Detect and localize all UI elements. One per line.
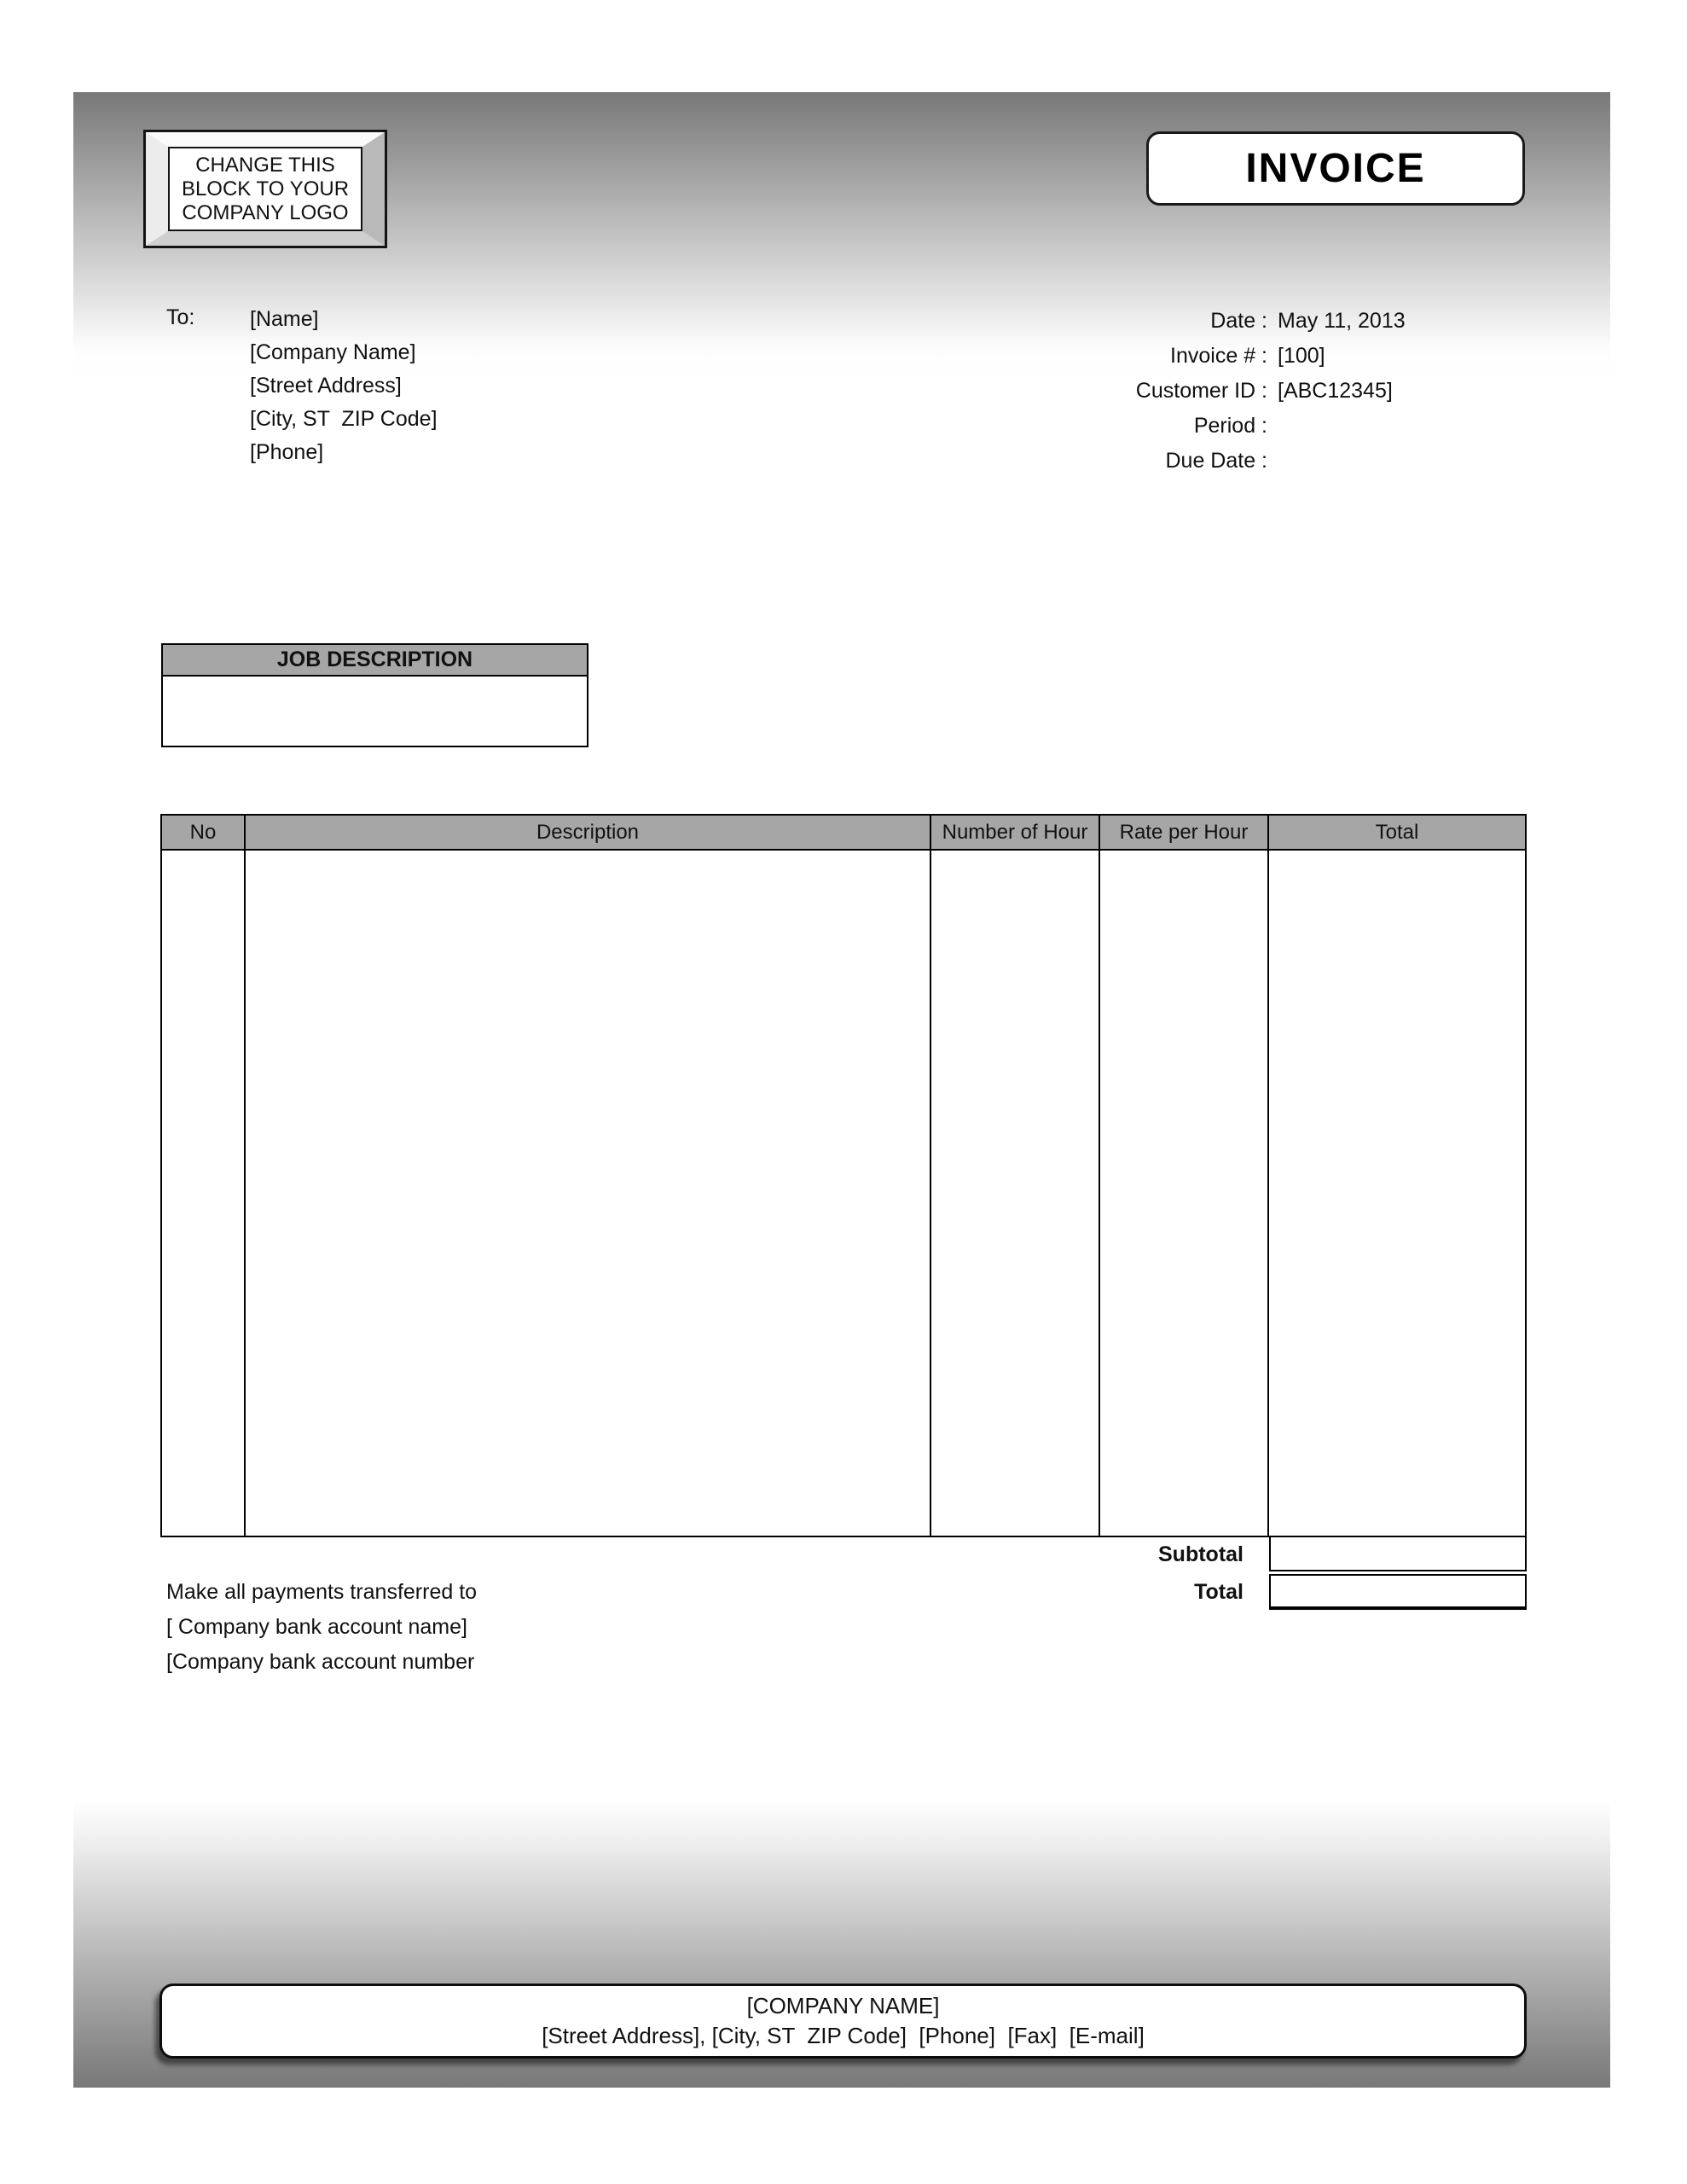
bank-account-number-placeholder[interactable]: [Company bank account number (166, 1650, 475, 1674)
company-logo-placeholder[interactable] (143, 130, 387, 248)
payment-note-line: Make all payments transferred to (166, 1580, 478, 1604)
column-header-total: Total (1375, 820, 1419, 844)
table-cell-no[interactable] (162, 851, 246, 1536)
subtotal-label: Subtotal (1158, 1542, 1244, 1566)
meta-row-date (986, 304, 1489, 339)
column-header-number-of-hour: Number of Hour (931, 816, 1100, 849)
footer-contact-line[interactable]: [Street Address], [City, ST ZIP Code] [Phone] [Fax] [E-mail] (542, 2023, 1145, 2048)
invoice-number-label: Invoice # : (1170, 344, 1267, 368)
column-header-rate-per-hour: Rate per Hour (1100, 816, 1269, 849)
table-cell-description[interactable] (246, 851, 931, 1536)
logo-text-line-2: BLOCK TO YOUR (181, 177, 350, 200)
bill-to-label: To: (166, 305, 195, 329)
invoice-title: INVOICE (1245, 146, 1426, 191)
footer-company-name[interactable]: [COMPANY NAME] (746, 1993, 940, 2018)
payment-note-block (166, 1575, 477, 1680)
logo-text-line-3: COMPANY LOGO (182, 200, 349, 224)
total-value-box[interactable] (1269, 1574, 1527, 1610)
period-value[interactable] (1267, 409, 1489, 444)
date-label: Date : (1210, 309, 1267, 333)
logo-text-block (168, 147, 362, 231)
table-cell-rate-per-hour[interactable] (1100, 851, 1269, 1536)
meta-row-due-date (986, 444, 1489, 479)
period-label: Period : (1193, 414, 1267, 438)
due-date-value[interactable] (1267, 444, 1489, 479)
due-date-label: Due Date : (1165, 449, 1267, 473)
meta-row-period (986, 409, 1489, 444)
invoice-number-value[interactable]: [100] (1278, 344, 1325, 368)
subtotal-value-box[interactable] (1269, 1536, 1527, 1571)
meta-row-customer-id (986, 374, 1489, 409)
bill-to-city[interactable]: [City, ST ZIP Code] (250, 407, 438, 431)
bill-to-street[interactable]: [Street Address] (250, 374, 402, 398)
invoice-meta-block (986, 304, 1489, 479)
invoice-title-box (1146, 131, 1525, 206)
column-header-description: Description (246, 816, 931, 849)
customer-id-value[interactable]: [ABC12345] (1278, 379, 1393, 403)
items-table-body (160, 849, 1527, 1537)
items-table-header (160, 814, 1527, 851)
bill-to-company[interactable]: [Company Name] (250, 340, 416, 364)
job-description-input[interactable] (161, 675, 588, 747)
bill-to-name[interactable]: [Name] (250, 307, 319, 331)
total-label: Total (1194, 1580, 1244, 1604)
bank-account-name-placeholder[interactable]: [ Company bank account name] (166, 1615, 467, 1639)
job-description-header: JOB DESCRIPTION (161, 643, 588, 677)
logo-bevel-frame (146, 132, 385, 246)
table-cell-total[interactable] (1269, 851, 1525, 1536)
table-cell-number-of-hour[interactable] (931, 851, 1100, 1536)
logo-text-line-1: CHANGE THIS (195, 153, 335, 177)
column-header-no: No (162, 816, 246, 849)
bill-to-block (250, 303, 438, 469)
date-value[interactable]: May 11, 2013 (1278, 309, 1406, 333)
meta-row-invoice-number (986, 339, 1489, 374)
customer-id-label: Customer ID : (1135, 379, 1267, 403)
bill-to-phone[interactable]: [Phone] (250, 440, 324, 464)
footer-company-box (159, 1984, 1527, 2059)
